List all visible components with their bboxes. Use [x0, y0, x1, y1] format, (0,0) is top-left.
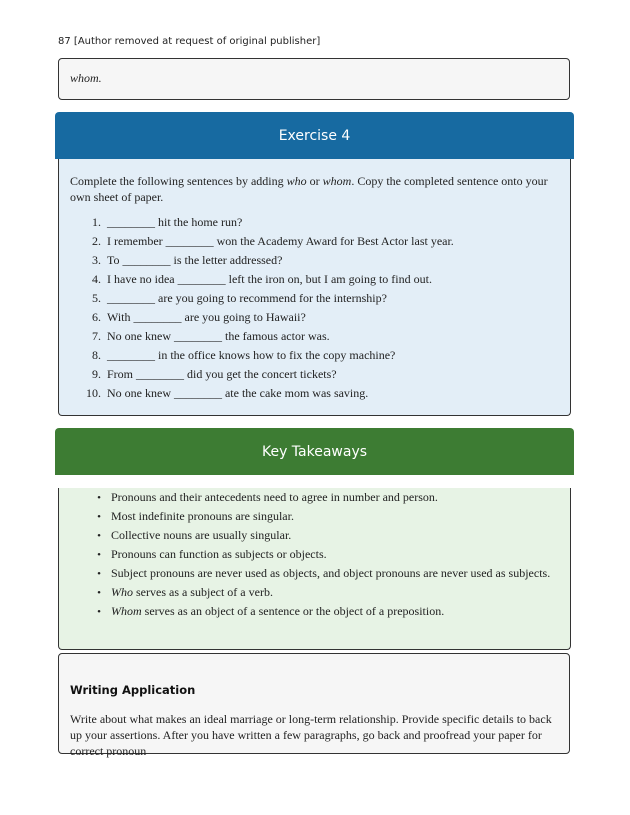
- bullet-icon: •: [97, 510, 101, 523]
- exercise-intro: Complete the following sentences by adding who or whom. Copy the completed sentence onto your own sheet of paper.: [70, 174, 548, 204]
- list-item: 9. From ________ did you get the concert tickets?: [92, 367, 337, 381]
- list-item: • Whom serves as an object of a sentence or the object of a preposition.: [59, 602, 570, 621]
- list-item: • Subject pronouns are never used as objects, and object pronouns are never used as subjects.: [59, 564, 570, 583]
- key-takeaways-panel: [55, 428, 574, 650]
- list-item: 6. With ________ are you going to Hawaii?: [92, 310, 306, 324]
- writing-application-text: Write about what makes an ideal marriage or long-term relationship. Provide specific details to back up your assertions. After you have written a few paragraphs, go back and proofread your paper for correct pronoun: [70, 712, 552, 758]
- page-number: 87: [58, 36, 71, 47]
- list-item: • Collective nouns are usually singular.: [59, 526, 570, 545]
- bullet-icon: •: [97, 586, 101, 599]
- list-item: • Pronouns and their antecedents need to agree in number and person.: [59, 488, 570, 507]
- exercise-body: [58, 159, 571, 416]
- list-item: • Most indefinite pronouns are singular.: [59, 507, 570, 526]
- exercise-title: Exercise 4: [55, 112, 574, 159]
- list-item: • Who serves as a subject of a verb.: [59, 583, 570, 602]
- exercise-panel: [55, 112, 574, 416]
- list-item: • Pronouns can function as subjects or objects.: [59, 545, 570, 564]
- bullet-icon: •: [97, 548, 101, 561]
- bullet-icon: •: [97, 567, 101, 580]
- takeaways-list: [59, 488, 570, 621]
- key-takeaways-title: Key Takeaways: [55, 428, 574, 475]
- page-header: [58, 36, 320, 47]
- key-takeaways-body: [58, 488, 571, 650]
- list-item: 2. I remember ________ won the Academy Award for Best Actor last year.: [92, 234, 454, 248]
- list-item: 1. ________ hit the home run?: [92, 215, 243, 229]
- list-item: 4. I have no idea ________ left the iron on, but I am going to find out.: [92, 272, 432, 286]
- list-item: 10. No one knew ________ ate the cake mom was saving.: [86, 386, 369, 400]
- list-item: 7. No one knew ________ the famous actor was.: [92, 329, 330, 343]
- continued-box: [58, 58, 570, 100]
- bullet-icon: •: [97, 491, 101, 504]
- list-item: 8. ________ in the office knows how to fix the copy machine?: [92, 348, 396, 362]
- bullet-icon: •: [97, 529, 101, 542]
- exercise-list: [59, 213, 570, 403]
- author-note: [Author removed at request of original publisher]: [73, 36, 321, 47]
- bullet-icon: •: [97, 605, 101, 618]
- list-item: 3. To ________ is the letter addressed?: [92, 253, 283, 267]
- continued-text: whom.: [70, 71, 102, 85]
- list-item: 5. ________ are you going to recommend for the internship?: [92, 291, 387, 305]
- writing-application-box: [58, 653, 570, 758]
- writing-application-title: Writing Application: [70, 683, 196, 697]
